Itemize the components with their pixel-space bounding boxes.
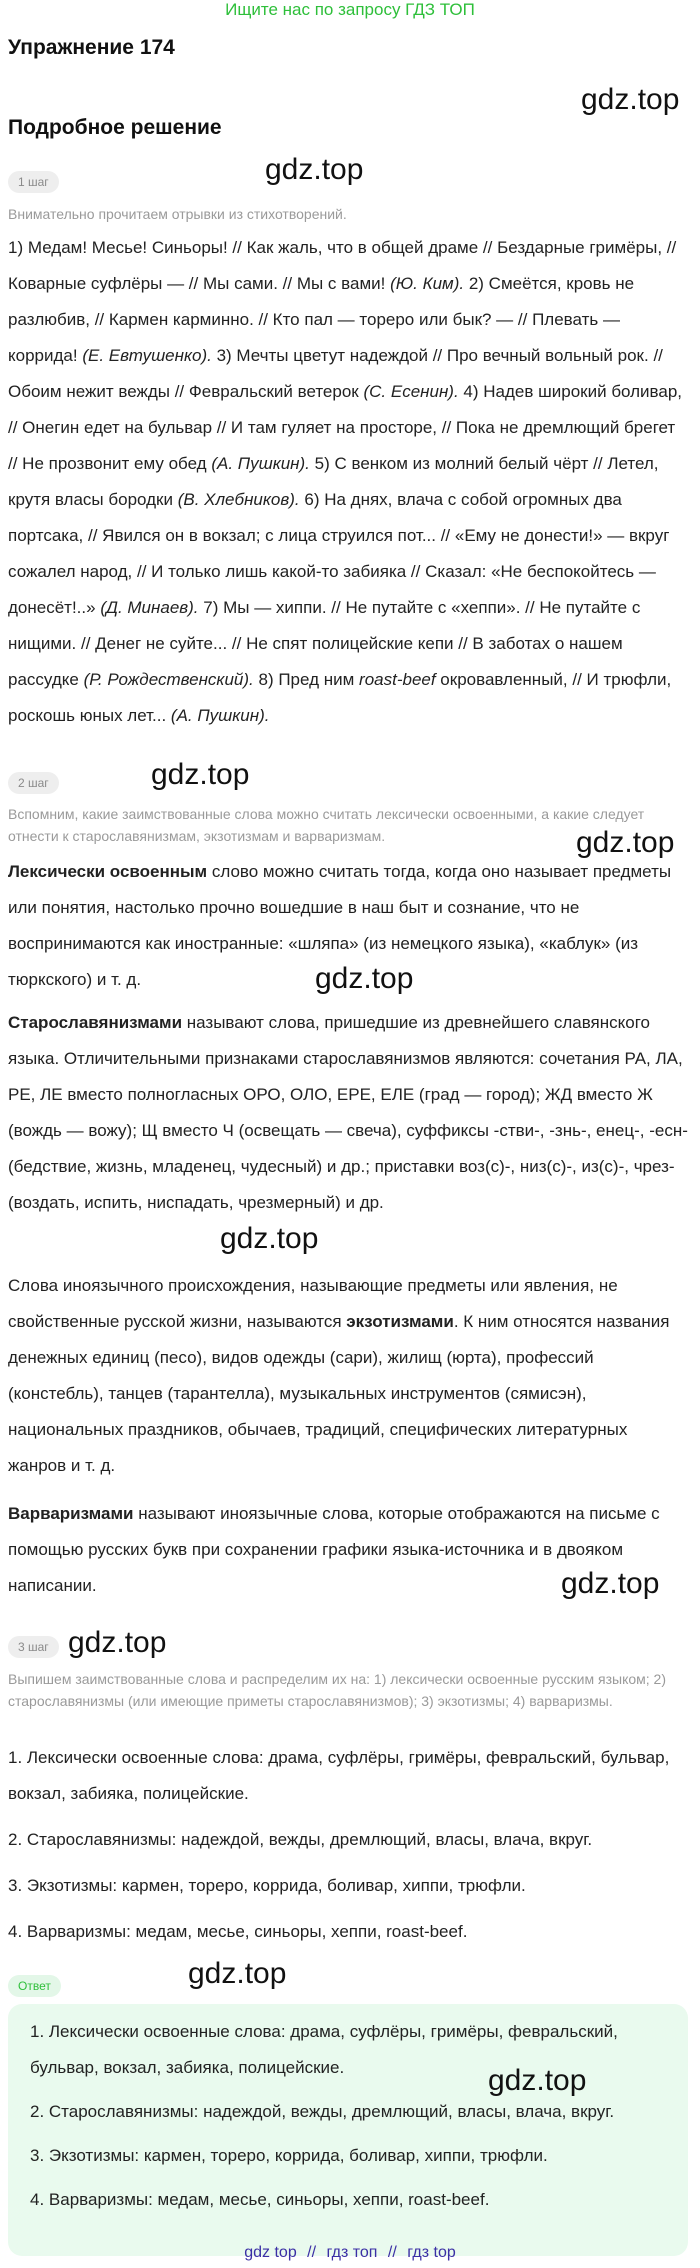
definition-paragraph [8, 1005, 688, 1221]
footer-separator: // [387, 2244, 397, 2261]
author-citation: (С. Есенин). [363, 382, 459, 401]
watermark: gdz.top [265, 153, 364, 186]
term-bold: Старославянизмами [8, 1013, 183, 1032]
term-bold: Лексически освоенным [8, 862, 208, 881]
poem-excerpts [8, 230, 688, 734]
result-item: 2. Старославянизмы: надеждой, вежды, дремлющий, власы, влача, вкруг. [8, 1830, 593, 1849]
watermark: gdz.top [488, 2064, 587, 2097]
text-run: Слова иноязычного происхождения, называющие предметы или явления, не свойственные русской жизни, называются [8, 1276, 618, 1331]
text-run: 8) Пред ним [253, 670, 360, 689]
answer-items [30, 2014, 675, 2218]
author-citation: (Р. Рождественский). [83, 670, 254, 689]
text-run: 7) Мы — хиппи. // Не путайте с «хеппи». // Не путайте с нищими. // Денег не суйте... // Не спят полицейские кепи // В заботах о нашем рассудке [8, 598, 641, 689]
footer-separator: // [307, 2244, 317, 2261]
step-badge: 1 шаг [8, 171, 59, 193]
result-item: 3. Экзотизмы: кармен, тореро, коррида, боливар, хиппи, трюфли. [8, 1876, 526, 1895]
footer-link[interactable]: gdz top [244, 2244, 297, 2261]
text-run: 3) Мечты цветут надеждой // Про вечный вольный рок. // Обоим нежит вежды // Февральский ветерок [8, 346, 663, 401]
term-bold: экзотизмами [346, 1312, 454, 1331]
text-run: называют иноязычные слова, которые отображаются на письме с помощью русских букв при сохранении графики языка-источника и в двояком написании. [8, 1504, 660, 1595]
author-citation: (А. Пушкин). [170, 706, 270, 725]
step-instruction: Вспомним, какие заимствованные слова можно считать лексически освоенными, а какие следует отнести к старославянизмам, экзотизмам и варваризмам. [8, 806, 645, 844]
watermark: gdz.top [188, 1957, 287, 1990]
step-instruction: Выпишем заимствованные слова и распределим их на: 1) лексически освоенные русским языком; 2) старославянизмы (или имеющие приметы старославянизмов); 3) экзотизмы; 4) варваризмы. [8, 1671, 666, 1709]
watermark: gdz.top [68, 1626, 167, 1659]
answer-item: 2. Старославянизмы: надеждой, вежды, дремлющий, власы, влача, вкруг. [30, 2102, 615, 2121]
text-run: 4) Надев широкий боливар, // Онегин едет на бульвар // И там гуляет на просторе, // Пока не дремлющий брегет // Не прозвонит ему обед [8, 382, 683, 473]
watermark: gdz.top [151, 758, 250, 791]
section-title: Подробное решение [8, 116, 222, 139]
step-badge: 2 шаг [8, 772, 59, 794]
text-run: 6) На днях, влача с собой огромных два портсака, // Явился он в вокзал; с лица струился пот... // «Ему не донести!» — вкруг сожалел народ, // И только лишь какой-то забияка // Сказал: «Не беспокойтесь — донесёт!..» [8, 490, 670, 617]
text-run: слово можно считать тогда, когда оно называет предметы или понятия, настолько прочно вошедшие в наш быт и сознание, что не воспринимаются как иностранные: «шляпа» (из немецкого языка), «каблук» (из тюркского) и т. д. [8, 862, 672, 989]
author-citation: (В. Хлебников). [177, 490, 300, 509]
text-run: 1) Медам! Месье! Синьоры! // Как жаль, что в общей драме // Бездарные гримёры, // Коварные суфлёры — // Мы сами. // Мы с вами! [8, 238, 677, 293]
watermark: gdz.top [561, 1567, 660, 1600]
author-citation: roast-beef [359, 670, 436, 689]
answer-badge: Ответ [8, 1975, 61, 1997]
search-hint-banner: Ищите нас по запросу ГДЗ ТОП [225, 0, 475, 19]
watermark: gdz.top [576, 826, 675, 859]
answer-item: 4. Варваризмы: медам, месье, синьоры, хеппи, roast-beef. [30, 2190, 490, 2209]
page-title: Упражнение 174 [8, 36, 175, 59]
watermark: gdz.top [581, 83, 680, 116]
term-bold: Варваризмами [8, 1504, 134, 1523]
author-citation: (Е. Евтушенко). [82, 346, 212, 365]
author-citation: (Д. Минаев). [100, 598, 199, 617]
step-instruction: Внимательно прочитаем отрывки из стихотворений. [8, 206, 347, 222]
watermark: gdz.top [220, 1222, 319, 1255]
footer-links [0, 2242, 700, 2266]
author-citation: (Ю. Ким). [390, 274, 465, 293]
text-run: называют слова, пришедшие из древнейшего славянского языка. Отличительными признаками старославянизмов являются: сочетания РА, ЛА, РЕ, ЛЕ вместо полногласных ОРО, ОЛО, ЕРЕ, ЕЛЕ (град — город); ЖД вместо Ж (вождь — вожу); Щ вместо Ч (освещать — свеча), суффиксы -стви-, -знь-, енец-, -есн- (бедствие, жизнь, младенец, чудесный) и др.; приставки воз(с)-, низ(с)-, из(с)-, чрез- (воздать, испить, ниспадать, чрезмерный) и др. [8, 1013, 688, 1212]
text-run: . К ним относятся названия денежных единиц (песо), видов одежды (сари), жилищ (юрта), профессий (констебль), танцев (тарантелла), музыкальных инструментов (сямисэн), национальных праздников, обычаев, традиций, специфических литературных жанров и т. д. [8, 1312, 670, 1475]
author-citation: (А. Пушкин). [211, 454, 310, 473]
footer-link[interactable]: гдз top [407, 2244, 456, 2261]
definition-paragraph [8, 1268, 688, 1484]
result-item: 1. Лексически освоенные слова: драма, суфлёры, гримёры, февральский, бульвар, вокзал, забияка, полицейские. [8, 1748, 670, 1803]
text-run: 5) С венком из молний белый чёрт // Летел, крутя власы бородки [8, 454, 659, 509]
answer-box [8, 2004, 688, 2256]
answer-item: 1. Лексически освоенные слова: драма, суфлёры, гримёры, февральский, бульвар, вокзал, забияка, полицейские. [30, 2022, 618, 2077]
text-run: 2) Смеётся, кровь не разлюбив, // Кармен карминно. // Кто пал — тореро или бык? — // Плевать — коррида! [8, 274, 635, 365]
watermark: gdz.top [315, 962, 414, 995]
text-run: окровавленный, // И трюфли, роскошь юных лет... [8, 670, 672, 725]
result-item: 4. Варваризмы: медам, месье, синьоры, хеппи, roast-beef. [8, 1922, 468, 1941]
footer-link[interactable]: гдз топ [326, 2244, 378, 2261]
step-badge: 3 шаг [8, 1636, 59, 1658]
answer-item: 3. Экзотизмы: кармен, тореро, коррида, боливар, хиппи, трюфли. [30, 2146, 548, 2165]
